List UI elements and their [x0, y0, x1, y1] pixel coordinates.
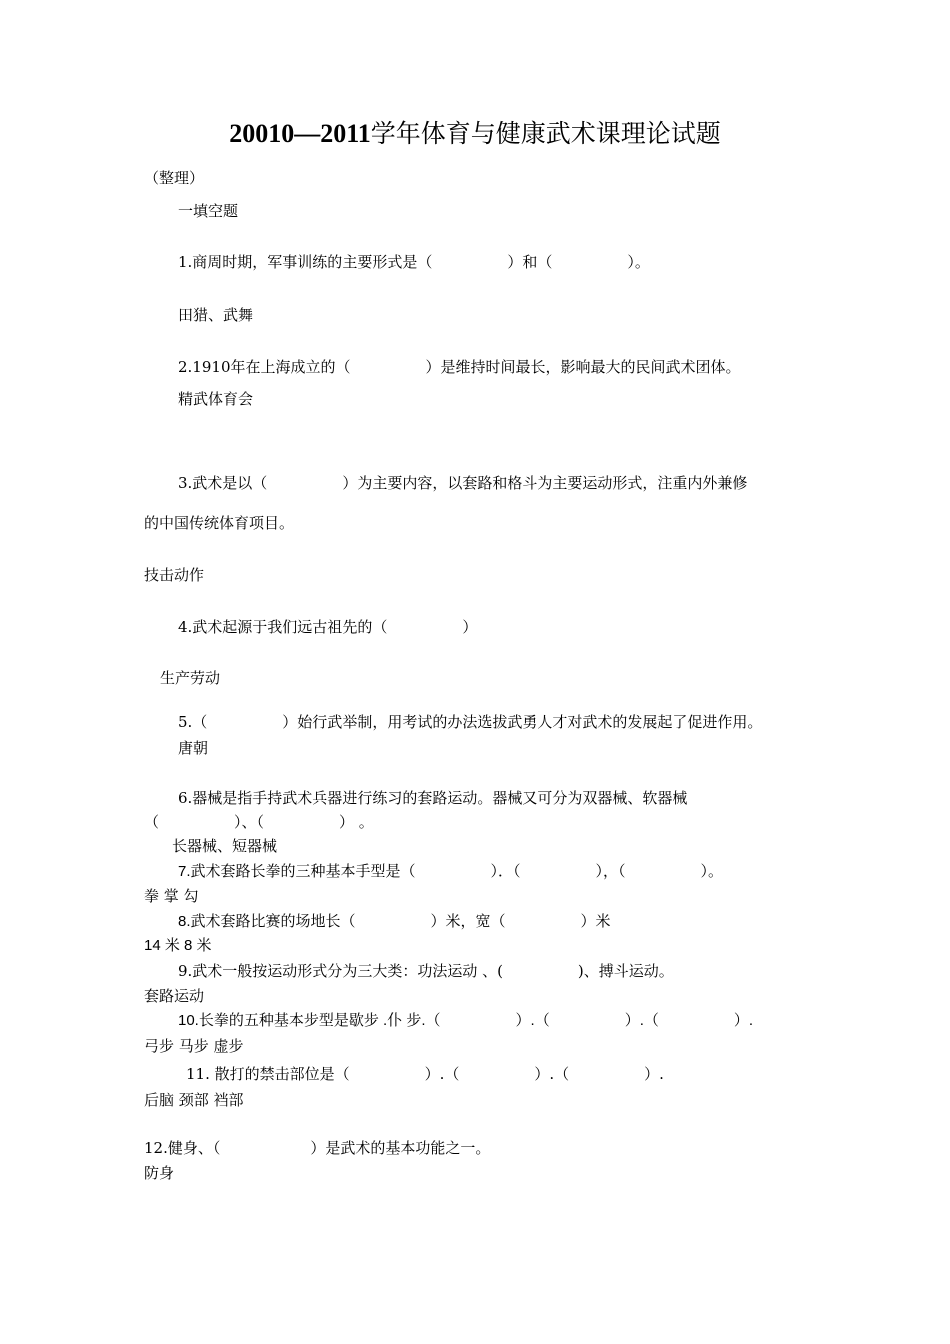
answer-5: 唐朝 — [178, 739, 209, 757]
answer-8: 14 米 8 米 — [144, 937, 212, 954]
question-4: 4.武术起源于我们远古祖先的（ ） — [178, 618, 478, 636]
answer-9: 套路运动 — [144, 987, 205, 1005]
answer-12: 防身 — [144, 1164, 175, 1182]
question-5: 5.（ ）始行武举制，用考试的办法选拔武勇人才对武术的发展起了促进作用。 — [178, 713, 763, 731]
answer-4: 生产劳动 — [160, 669, 221, 687]
answer-3: 技击动作 — [144, 566, 205, 584]
question-12: 12.健身、（ ）是武术的基本功能之一。 — [144, 1139, 491, 1157]
section-heading: 一填空题 — [178, 202, 239, 220]
question-1: 1.商周时期，军事训练的主要形式是（ ）和（ ）。 — [178, 253, 650, 271]
question-6-line-1: 6.器械是指手持武术兵器进行练习的套路运动。器械又可分为双器械、软器械 — [178, 789, 688, 807]
question-6-line-2: （ ）、（ ） 。 — [144, 813, 374, 831]
page-title — [0, 118, 950, 150]
answer-7: 拳 掌 勾 — [144, 887, 199, 905]
subtitle: （整理） — [144, 169, 205, 187]
question-3-line-1 — [178, 473, 804, 493]
question-8: 8.武术套路比赛的场地长（ ）米，宽（ ）米 — [178, 913, 611, 930]
question-7: 7.武术套路长拳的三种基本手型是（ ）．（ ），（ ）。 — [178, 863, 724, 880]
answer-10: 弓步 马步 虚步 — [144, 1037, 244, 1055]
title-year: 20010—2011 — [229, 119, 371, 148]
question-3-line-2: 的中国传统体育项目。 — [144, 514, 295, 532]
answer-11: 后脑 颈部 裆部 — [144, 1091, 244, 1109]
title-text: 学年体育与健康武术课理论试题 — [370, 119, 721, 148]
question-3-text: 3.武术是以（ ）为主要内容，以套路和格斗为主要运动形式，注重内外兼修 — [178, 474, 748, 492]
answer-6: 长器械、短器械 — [172, 837, 278, 855]
question-10: 10.长拳的五种基本步型是歇步 .仆 步.（ ）.（ ）.（ ）. — [178, 1012, 754, 1029]
question-2: 2.1910年在上海成立的（ ）是维持时间最长，影响最大的民间武术团体。 — [178, 358, 741, 376]
answer-2: 精武体育会 — [178, 390, 254, 408]
question-11: 11. 散打的禁击部位是（ ）.（ ）.（ ）. — [186, 1065, 664, 1083]
answer-1: 田猎、武舞 — [178, 306, 254, 324]
question-9: 9.武术一般按运动形式分为三大类：功法运动 、( )、搏斗运动。 — [178, 962, 674, 980]
